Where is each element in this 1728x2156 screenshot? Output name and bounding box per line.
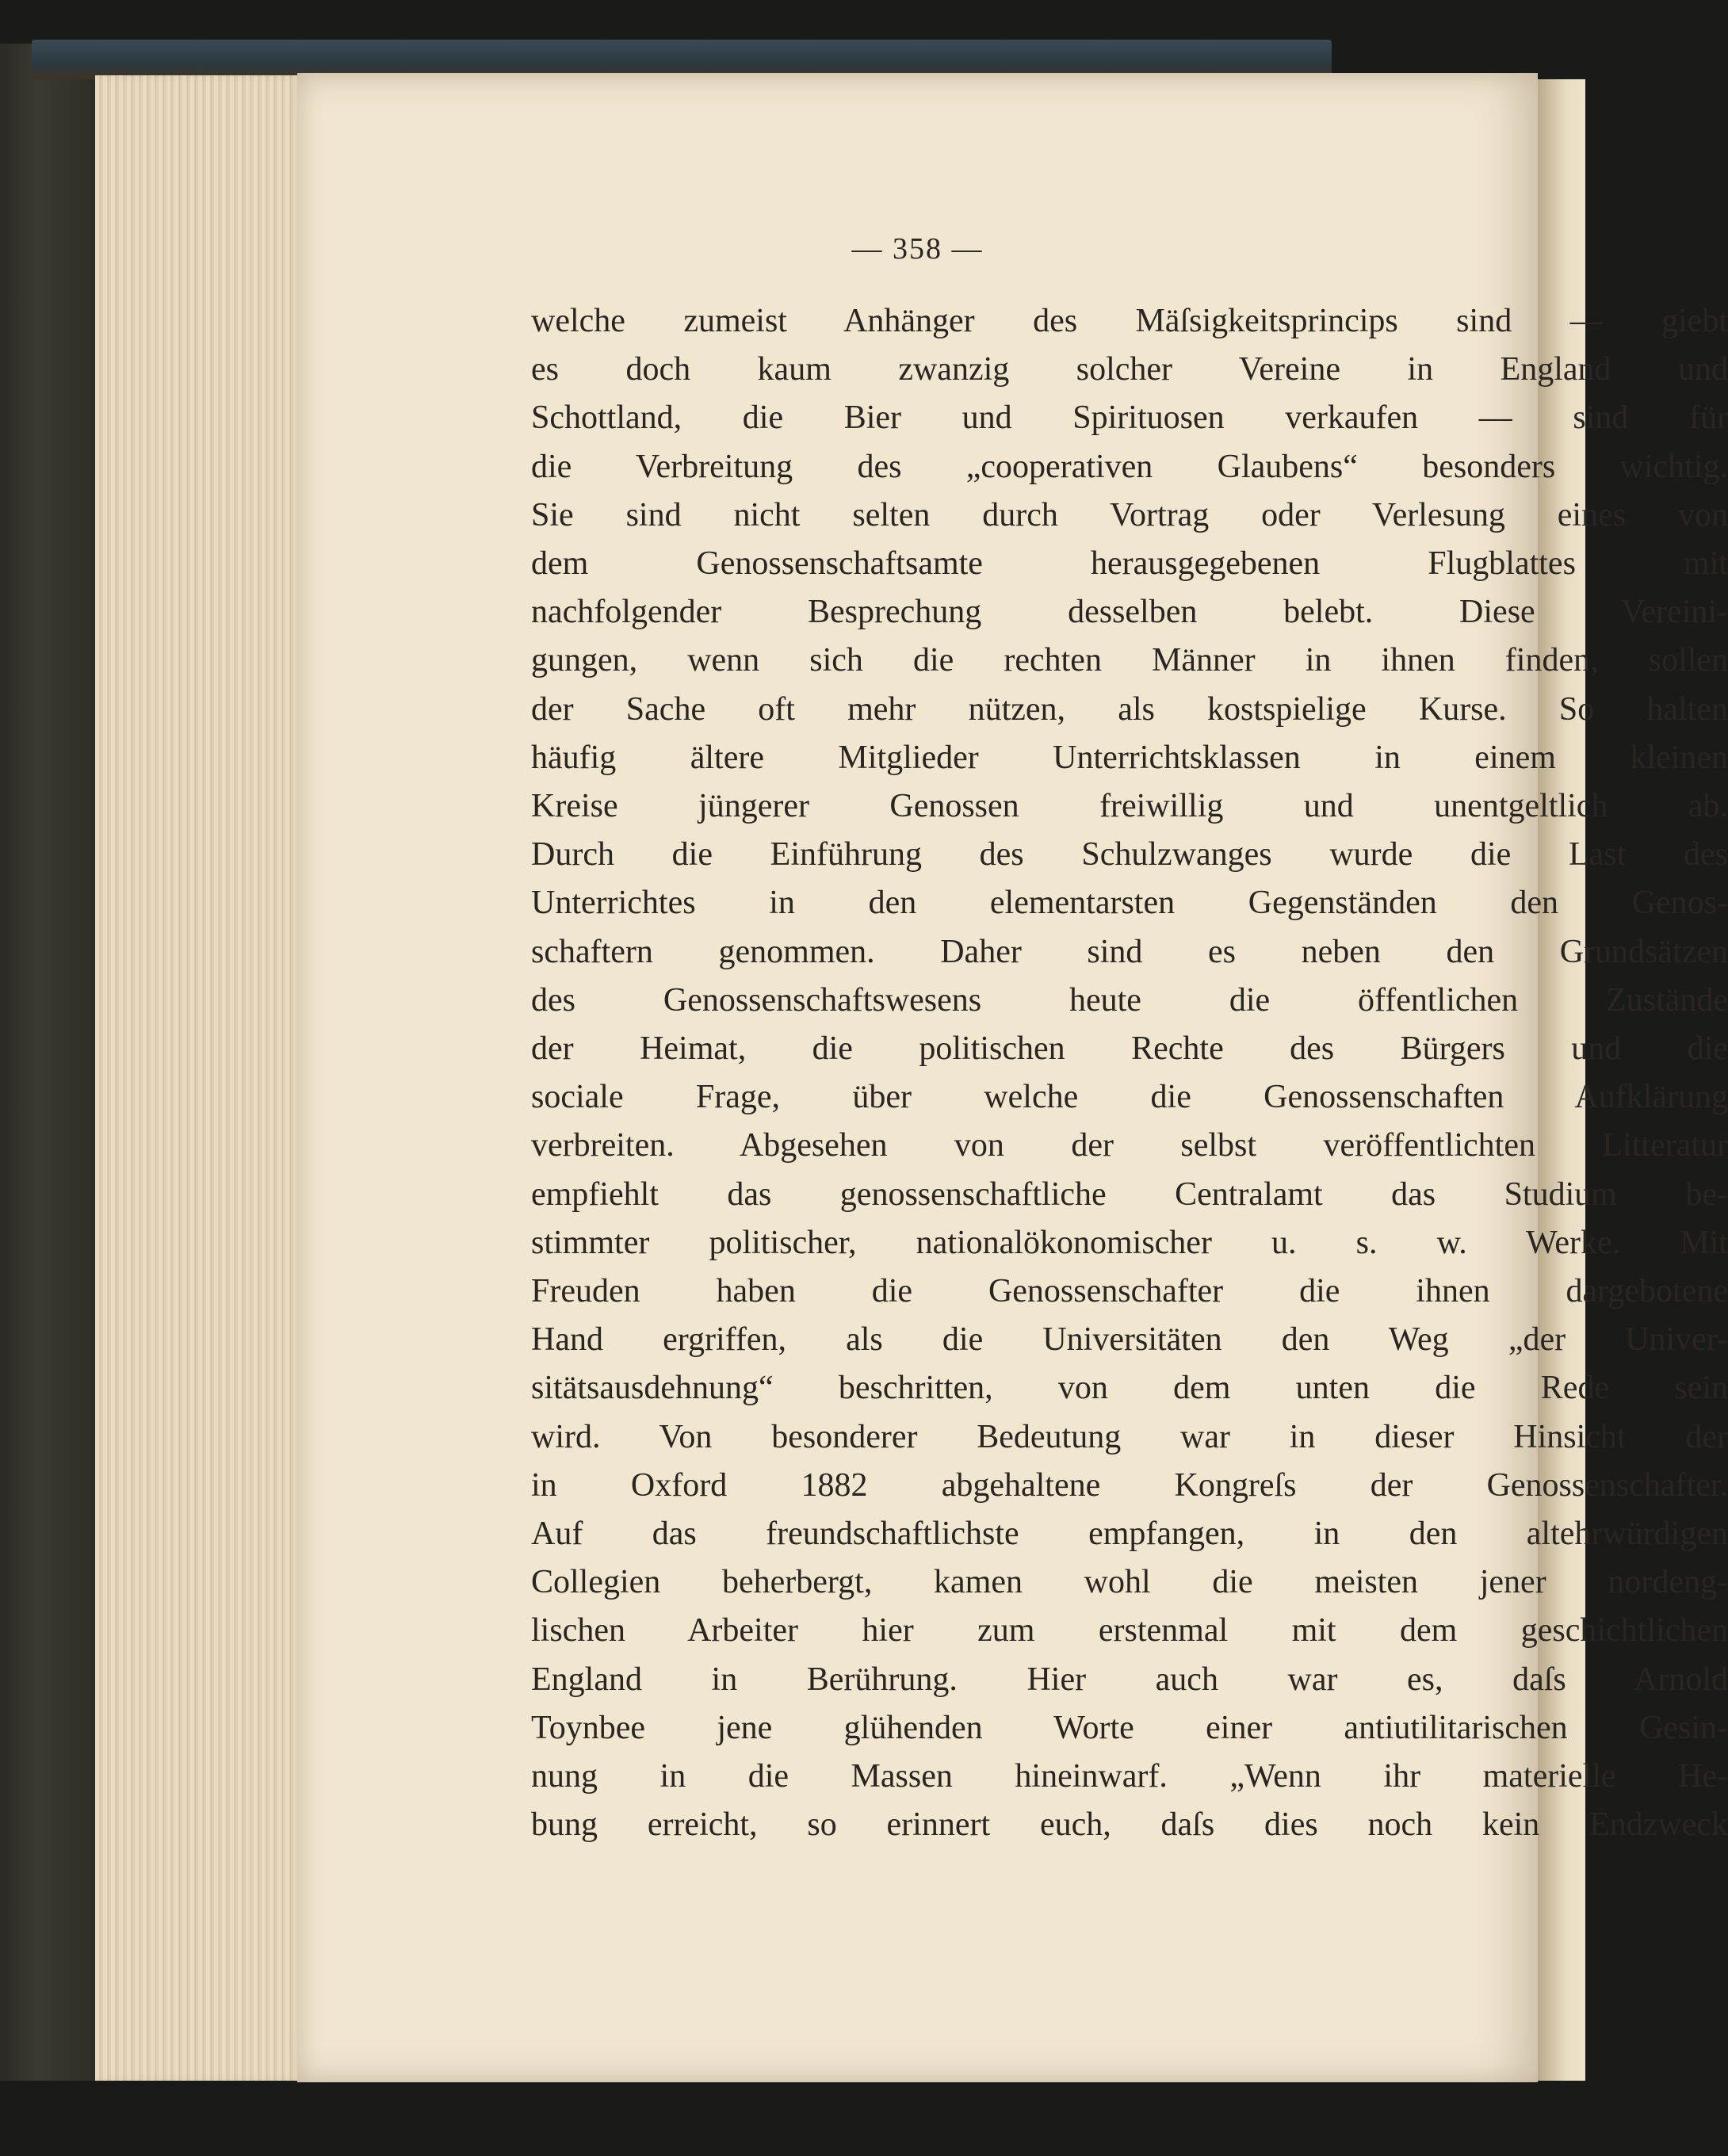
text-line: nachfolgender Besprechung desselben belebt. Diese Vereini- <box>531 594 1728 631</box>
text-line: verbreiten. Abgesehen von der selbst veröffentlichten Litteratur <box>531 1127 1728 1164</box>
text-line: es doch kaum zwanzig solcher Vereine in England und <box>531 351 1728 388</box>
body-text <box>531 297 1728 1850</box>
text-line: in Oxford 1882 abgehaltene Kongreſs der Genossenschafter. <box>531 1466 1728 1504</box>
text-line: die Verbreitung des „cooperativen Glaubens“ besonders wichtig. <box>531 448 1728 485</box>
text-line: Schottland, die Bier und Spirituosen verkaufen — sind für <box>531 399 1728 437</box>
text-line: stimmter politischer, nationalökonomischer u. s. w. Werke. Mit <box>531 1224 1728 1261</box>
book-page <box>297 73 1728 2082</box>
stacked-page-edges <box>95 75 301 2081</box>
text-line: Unterrichtes in den elementarsten Gegenständen den Genos- <box>531 885 1728 922</box>
text-line: England in Berührung. Hier auch war es, daſs Arnold <box>531 1661 1728 1698</box>
text-line: des Genossenschaftswesens heute die öffentlichen Zustände <box>531 981 1728 1019</box>
text-line: welche zumeist Anhänger des Mäſsigkeitsprincips sind — giebt <box>531 303 1728 339</box>
text-line: Toynbee jene glühenden Worte einer antiutilitarischen Gesin- <box>531 1709 1728 1746</box>
text-line: häufig ältere Mitglieder Unterrichtsklassen in einem kleinen <box>531 739 1728 776</box>
text-line: bung erreicht, so erinnert euch, daſs dies noch kein Endzweck <box>531 1806 1728 1844</box>
text-line: der Heimat, die politischen Rechte des Bürgers und die <box>531 1030 1728 1068</box>
text-line: gungen, wenn sich die rechten Männer in ihnen finden, sollen <box>531 642 1728 679</box>
text-line: dem Genossenschaftsamte herausgegebenen Flugblattes mit <box>531 545 1728 583</box>
text-line: wird. Von besonderer Bedeutung war in dieser Hinsicht der <box>531 1418 1728 1455</box>
page-number: — 358 — <box>851 232 984 266</box>
text-line: Kreise jüngerer Genossen freiwillig und unentgeltlich ab. <box>531 788 1728 825</box>
text-line: nung in die Massen hineinwarf. „Wenn ihr materielle He- <box>531 1758 1728 1795</box>
text-line: Auf das freundschaftlichste empfangen, in den altehrwürdigen <box>531 1516 1728 1553</box>
book-cover-edge <box>0 44 95 2081</box>
text-line: schaftern genommen. Daher sind es neben den Grundsätzen <box>531 933 1728 970</box>
text-line: lischen Arbeiter hier zum erstenmal mit dem geschichtlichen <box>531 1612 1728 1649</box>
text-line: Collegien beherbergt, kamen wohl die meisten jener nordeng- <box>531 1564 1728 1601</box>
text-line: Hand ergriffen, als die Universitäten den Weg „der Univer- <box>531 1321 1728 1359</box>
text-line: der Sache oft mehr nützen, als kostspielige Kurse. So halten <box>531 690 1728 728</box>
text-line: Freuden haben die Genossenschafter die ihnen dargebotene <box>531 1273 1728 1310</box>
text-line: empfiehlt das genossenschaftliche Centralamt das Studium be- <box>531 1175 1728 1213</box>
text-line: Durch die Einführung des Schulzwanges wurde die Last des <box>531 836 1728 873</box>
text-line: Sie sind nicht selten durch Vortrag oder Verlesung eines von <box>531 496 1728 533</box>
text-line: sociale Frage, über welche die Genossenschaften Aufklärung <box>531 1079 1728 1116</box>
text-line: sitätsausdehnung“ beschritten, von dem unten die Rede sein <box>531 1370 1728 1407</box>
